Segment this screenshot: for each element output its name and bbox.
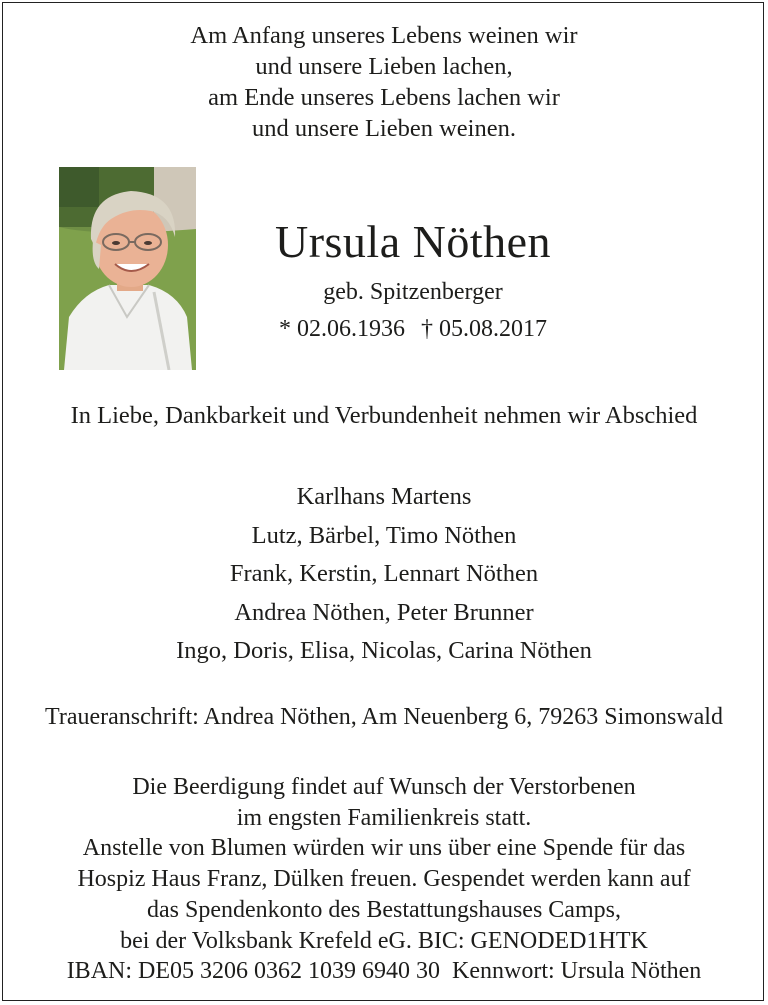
poem-line: am Ende unseres Lebens lachen wir (208, 84, 560, 111)
mourner-line: Ingo, Doris, Elisa, Nicolas, Carina Nöthen (176, 637, 592, 664)
notice-line: Hospiz Haus Franz, Dülken freuen. Gespendet werden kann auf (77, 866, 691, 893)
notice-line: im engsten Familienkreis statt. (236, 804, 532, 831)
portrait-photo (59, 167, 196, 370)
life-dates (228, 314, 598, 344)
mourner-line: Lutz, Bärbel, Timo Nöthen (251, 521, 517, 549)
birth-date: * 02.06.1936 (279, 316, 405, 342)
mourner-line: Frank, Kerstin, Lennart Nöthen (229, 560, 539, 587)
notice-line: bei der Volksbank Krefeld eG. BIC: GENODED1HTK (120, 927, 648, 954)
mourning-address: Traueranschrift: Andrea Nöthen, Am Neuenberg 6, 79263 Simonswald (45, 704, 723, 730)
notice-line: Die Beerdigung findet auf Wunsch der Verstorbenen (132, 774, 636, 800)
poem-line: und unsere Lieben lachen, (255, 53, 513, 80)
mourner-line: Andrea Nöthen, Peter Brunner (234, 598, 534, 626)
farewell-line: In Liebe, Dankbarkeit und Verbundenheit nehmen wir Abschied (70, 402, 698, 429)
mourner-line: Karlhans Martens (296, 483, 472, 510)
notice-line: das Spendenkonto des Bestattungshauses Camps, (147, 896, 621, 923)
deceased-name: Ursula Nöthen (274, 216, 552, 267)
death-date: † 05.08.2017 (421, 316, 547, 342)
notice-line: IBAN: DE05 3206 0362 1039 6940 30 Kennwort: Ursula Nöthen (66, 958, 702, 985)
funeral-notice (0, 772, 768, 987)
birth-name: geb. Spitzenberger (323, 279, 503, 305)
mourners-list (0, 478, 768, 671)
poem-line: und unsere Lieben weinen. (252, 115, 516, 142)
poem-line: Am Anfang unseres Lebens weinen wir (190, 22, 578, 49)
opening-poem (0, 20, 768, 144)
notice-line: Anstelle von Blumen würden wir uns über eine Spende für das (82, 835, 686, 862)
